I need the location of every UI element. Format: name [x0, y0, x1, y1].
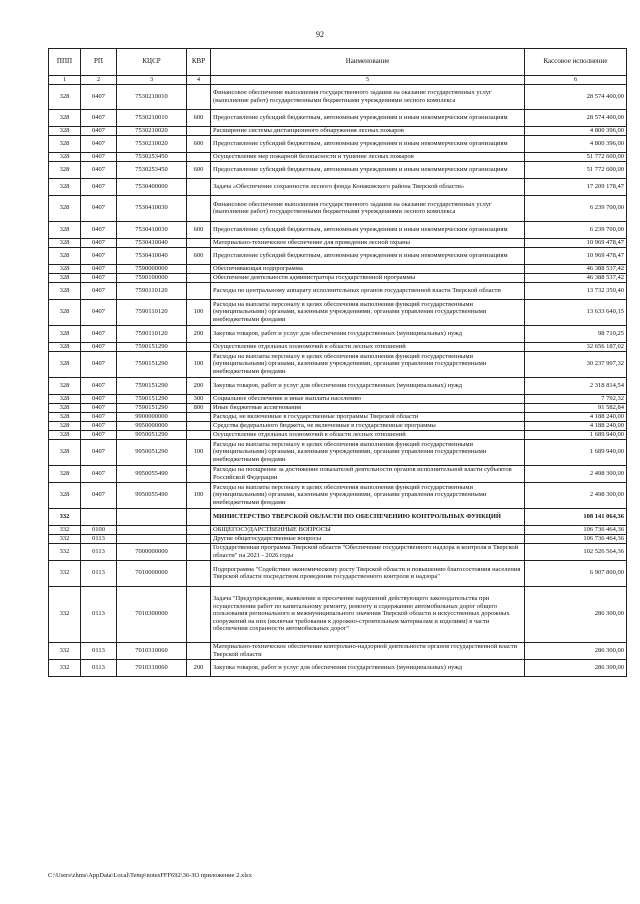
cell-rp: 0407 [81, 195, 117, 221]
header-row [49, 49, 627, 76]
cell-kcsr: 7590110120 [117, 299, 187, 325]
cell-amount: 17 209 178,47 [525, 178, 627, 195]
cell-amount: 28 574 400,00 [525, 84, 627, 109]
cell-kcsr: 7530410040 [117, 238, 187, 247]
header-name: Наименование [211, 49, 525, 76]
cell-name: Расширение системы дистанционного обнаружения лесных пожаров [211, 126, 525, 135]
cell-ppp: 328 [49, 84, 81, 109]
cell-name: МИНИСТЕРСТВО ТВЕРСКОЙ ОБЛАСТИ ПО ОБЕСПЕЧЕНИЮ КОНТРОЛЬНЫХ ФУНКЦИЙ [211, 508, 525, 525]
table-row [49, 342, 627, 351]
cell-name: Расходы на выплаты персоналу в целях обеспечения выполнения функций государственными (муниципальными) органами, казенными учреждениями, органами управления государственными внебюджетными фондами [211, 299, 525, 325]
cell-rp: 0407 [81, 135, 117, 152]
cell-kcsr: 7590000000 [117, 264, 187, 273]
cell-kcsr: 7530210020 [117, 135, 187, 152]
cell-amount: 51 772 600,00 [525, 161, 627, 178]
cell-amount: 10 969 478,47 [525, 238, 627, 247]
table-row [49, 642, 627, 659]
cell-amount: 2 498 300,00 [525, 482, 627, 508]
cell-rp: 0407 [81, 178, 117, 195]
cell-rp: 0407 [81, 126, 117, 135]
cell-kcsr: 9950000000 [117, 421, 187, 430]
table-row [49, 430, 627, 439]
cell-rp: 0407 [81, 84, 117, 109]
cell-amount: 4 188 240,00 [525, 412, 627, 421]
cell-amount: 106 736 464,36 [525, 534, 627, 543]
page-number: 92 [316, 30, 324, 39]
cell-name: Обеспечивающая подпрограмма [211, 264, 525, 273]
cell-kvr: 200 [187, 377, 211, 394]
table-row [49, 126, 627, 135]
cell-kcsr: 7010310060 [117, 642, 187, 659]
cell-name: Предоставление субсидий бюджетным, автономным учреждениям и иным некоммерческим организациям [211, 109, 525, 126]
cell-kcsr: 9950051290 [117, 430, 187, 439]
cell-kvr [187, 342, 211, 351]
cell-ppp: 332 [49, 525, 81, 534]
cell-amount: 286 300,00 [525, 659, 627, 676]
cell-kvr: 600 [187, 109, 211, 126]
cell-ppp: 328 [49, 482, 81, 508]
column-number: 3 [117, 76, 187, 85]
cell-name: Расходы по центральному аппарату исполнительных органов государственной власти Тверской области [211, 282, 525, 299]
cell-amount: 13 633 640,15 [525, 299, 627, 325]
cell-kcsr [117, 534, 187, 543]
cell-rp: 0407 [81, 351, 117, 377]
cell-kvr [187, 543, 211, 560]
cell-rp: 0407 [81, 273, 117, 282]
cell-kvr: 200 [187, 659, 211, 676]
cell-ppp: 332 [49, 508, 81, 525]
table-row [49, 238, 627, 247]
table-row [49, 247, 627, 264]
cell-name: Закупка товаров, работ и услуг для обеспечения государственных (муниципальных) нужд [211, 377, 525, 394]
cell-rp: 0407 [81, 109, 117, 126]
cell-kcsr: 7530210020 [117, 126, 187, 135]
cell-amount: 2 318 814,54 [525, 377, 627, 394]
cell-amount: 13 732 350,40 [525, 282, 627, 299]
table-row [49, 273, 627, 282]
cell-amount: 106 736 464,36 [525, 525, 627, 534]
column-number: 6 [525, 76, 627, 85]
cell-rp: 0407 [81, 264, 117, 273]
cell-amount: 6 239 700,00 [525, 221, 627, 238]
cell-kvr: 100 [187, 482, 211, 508]
cell-kcsr [117, 508, 187, 525]
cell-kcsr: 7590151290 [117, 377, 187, 394]
cell-amount: 7 792,32 [525, 394, 627, 403]
table-row [49, 508, 627, 525]
cell-kcsr: 7530210010 [117, 84, 187, 109]
cell-name: Задача "Предупреждение, выявление и пресечение нарушений действующего законодательства при осуществлении работ по капитальному ремонту, ремонту и содержанию автомобильных дорог общего пользования регионального и межмуниципального значения Тверской области и искусственных дорожных сооружений на них (включая требования к дорожно-строительным материалам и изделиям) в части обеспечения сохранности автомобильных дорог" [211, 586, 525, 642]
cell-amount: 98 710,25 [525, 325, 627, 342]
cell-kvr [187, 525, 211, 534]
cell-kcsr: 7590151290 [117, 351, 187, 377]
cell-kvr [187, 195, 211, 221]
table-row [49, 525, 627, 534]
cell-rp: 0407 [81, 282, 117, 299]
table-row [49, 534, 627, 543]
cell-ppp: 328 [49, 247, 81, 264]
cell-kvr: 200 [187, 325, 211, 342]
table-row [49, 221, 627, 238]
cell-ppp: 328 [49, 421, 81, 430]
cell-rp: 0407 [81, 238, 117, 247]
cell-kvr [187, 178, 211, 195]
table-row [49, 152, 627, 161]
cell-ppp: 328 [49, 126, 81, 135]
table-row [49, 403, 627, 412]
table-row [49, 659, 627, 676]
cell-kcsr: 7530410030 [117, 195, 187, 221]
table-row [49, 264, 627, 273]
cell-rp: 0407 [81, 221, 117, 238]
cell-kvr: 800 [187, 403, 211, 412]
cell-rp: 0407 [81, 247, 117, 264]
table-row [49, 439, 627, 465]
table-row [49, 325, 627, 342]
cell-rp: 0407 [81, 412, 117, 421]
cell-kvr [187, 534, 211, 543]
cell-kcsr: 7010310060 [117, 659, 187, 676]
cell-name: Предоставление субсидий бюджетным, автономным учреждениям и иным некоммерческим организациям [211, 247, 525, 264]
cell-kvr [187, 642, 211, 659]
cell-name: Материально-техническое обеспечение для проведения лесной охраны [211, 238, 525, 247]
cell-amount: 51 772 600,00 [525, 152, 627, 161]
cell-kvr: 100 [187, 439, 211, 465]
cell-rp: 0407 [81, 299, 117, 325]
cell-amount: 4 800 396,00 [525, 135, 627, 152]
cell-ppp: 328 [49, 439, 81, 465]
cell-kcsr: 7530410040 [117, 247, 187, 264]
cell-kcsr: 7010000000 [117, 560, 187, 586]
cell-ppp: 332 [49, 659, 81, 676]
cell-kvr [187, 560, 211, 586]
cell-kcsr: 7530400000 [117, 178, 187, 195]
table-row [49, 299, 627, 325]
cell-name: Расходы на выплаты персоналу в целях обеспечения выполнения функций государственными (муниципальными) органами, казенными учреждениями, органами управления государственными внебюджетными фондами [211, 351, 525, 377]
cell-ppp: 328 [49, 282, 81, 299]
cell-name: Задача «Обеспечение сохранности лесного фонда Конаковского района Тверской области» [211, 178, 525, 195]
cell-name: ОБЩЕГОСУДАРСТВЕННЫЕ ВОПРОСЫ [211, 525, 525, 534]
cell-rp: 0407 [81, 394, 117, 403]
cell-kvr [187, 84, 211, 109]
cell-name: Иные бюджетные ассигнования [211, 403, 525, 412]
cell-rp: 0407 [81, 482, 117, 508]
cell-kcsr: 7010300000 [117, 586, 187, 642]
cell-amount: 4 188 240,00 [525, 421, 627, 430]
cell-name: Предоставление субсидий бюджетным, автономным учреждениям и иным некоммерческим организациям [211, 161, 525, 178]
cell-ppp: 328 [49, 109, 81, 126]
cell-rp: 0407 [81, 161, 117, 178]
cell-amount: 1 689 940,00 [525, 439, 627, 465]
budget-table [48, 48, 627, 677]
cell-ppp: 328 [49, 403, 81, 412]
cell-kcsr: 9950055490 [117, 465, 187, 482]
cell-kvr [187, 465, 211, 482]
column-number: 4 [187, 76, 211, 85]
cell-ppp: 328 [49, 325, 81, 342]
cell-name: Средства федерального бюджета, не включенные в государственные программы [211, 421, 525, 430]
cell-rp: 0113 [81, 560, 117, 586]
cell-rp: 0407 [81, 465, 117, 482]
cell-name: Финансовое обеспечение выполнения государственного задания на оказание государственных услуг (выполнение работ) государственными бюджетными учреждениями лесного комплекса [211, 195, 525, 221]
table-row [49, 135, 627, 152]
cell-kvr: 100 [187, 351, 211, 377]
cell-amount: 4 800 396,00 [525, 126, 627, 135]
table-row [49, 161, 627, 178]
cell-rp: 0113 [81, 543, 117, 560]
cell-rp: 0407 [81, 421, 117, 430]
cell-amount: 91 582,84 [525, 403, 627, 412]
cell-rp: 0407 [81, 325, 117, 342]
cell-name: Закупка товаров, работ и услуг для обеспечения государственных (муниципальных) нужд [211, 325, 525, 342]
cell-name: Предоставление субсидий бюджетным, автономным учреждениям и иным некоммерческим организациям [211, 221, 525, 238]
cell-ppp: 328 [49, 161, 81, 178]
cell-rp: 0100 [81, 525, 117, 534]
cell-kcsr: 7590110120 [117, 282, 187, 299]
table-row [49, 421, 627, 430]
cell-amount: 6 239 700,00 [525, 195, 627, 221]
cell-ppp: 328 [49, 178, 81, 195]
cell-kcsr: 7590151290 [117, 403, 187, 412]
cell-kvr [187, 238, 211, 247]
cell-kvr [187, 430, 211, 439]
cell-rp: 0113 [81, 586, 117, 642]
cell-ppp: 328 [49, 465, 81, 482]
table-row [49, 412, 627, 421]
cell-name: Осуществление отдельных полномочий в области лесных отношений [211, 430, 525, 439]
header-ppp: ППП [49, 49, 81, 76]
header-kvr: КВР [187, 49, 211, 76]
cell-ppp: 328 [49, 394, 81, 403]
cell-rp [81, 508, 117, 525]
column-number: 1 [49, 76, 81, 85]
cell-ppp: 328 [49, 342, 81, 351]
cell-kvr [187, 508, 211, 525]
cell-amount: 108 141 064,36 [525, 508, 627, 525]
cell-name: Расходы на выплаты персоналу в целях обеспечения выполнения функций государственными (муниципальными) органами, казенными учреждениями, органами управления государственными внебюджетными фондами [211, 482, 525, 508]
cell-ppp: 328 [49, 264, 81, 273]
cell-kvr [187, 152, 211, 161]
column-number: 5 [211, 76, 525, 85]
cell-ppp: 328 [49, 221, 81, 238]
cell-kvr [187, 126, 211, 135]
cell-kcsr: 7590151290 [117, 394, 187, 403]
cell-rp: 0113 [81, 534, 117, 543]
table-row [49, 586, 627, 642]
cell-rp: 0407 [81, 377, 117, 394]
cell-kvr: 100 [187, 299, 211, 325]
cell-kvr [187, 586, 211, 642]
cell-kcsr: 7590110120 [117, 325, 187, 342]
cell-rp: 0407 [81, 342, 117, 351]
cell-name: Другие общегосударственные вопросы [211, 534, 525, 543]
cell-rp: 0407 [81, 152, 117, 161]
cell-ppp: 328 [49, 195, 81, 221]
table-row [49, 560, 627, 586]
table-row [49, 178, 627, 195]
column-number-row [49, 76, 627, 85]
cell-kcsr: 9950055490 [117, 482, 187, 508]
cell-ppp: 332 [49, 543, 81, 560]
cell-name: Материально-техническое обеспечение контрольно-надзорной деятельности органов государственной власти Тверской области [211, 642, 525, 659]
cell-ppp: 328 [49, 152, 81, 161]
file-path-footer: C:\Users\zhms\AppData\Local\Temp\notesFFF692\36-ЗО приложение 2.xlsx [48, 872, 252, 879]
cell-amount: 6 907 800,00 [525, 560, 627, 586]
cell-ppp: 332 [49, 560, 81, 586]
header-kcsr: КЦСР [117, 49, 187, 76]
cell-kcsr: 7530410030 [117, 221, 187, 238]
table-row [49, 482, 627, 508]
cell-kvr [187, 412, 211, 421]
cell-kcsr [117, 525, 187, 534]
cell-name: Закупка товаров, работ и услуг для обеспечения государственных (муниципальных) нужд [211, 659, 525, 676]
cell-amount: 28 574 400,00 [525, 109, 627, 126]
cell-name: Расходы, не включенные в государственные программы Тверской области [211, 412, 525, 421]
cell-kcsr: 9900000000 [117, 412, 187, 421]
cell-amount: 286 300,00 [525, 586, 627, 642]
cell-name: Предоставление субсидий бюджетным, автономным учреждениям и иным некоммерческим организациям [211, 135, 525, 152]
cell-name: Осуществление отдельных полномочий в области лесных отношений [211, 342, 525, 351]
table-row [49, 377, 627, 394]
cell-amount: 102 526 564,36 [525, 543, 627, 560]
table-row [49, 195, 627, 221]
cell-amount: 46 388 537,42 [525, 273, 627, 282]
cell-name: Расходы на поощрение за достижение показателей деятельности органов исполнительной власти субъектов Российской Федерации [211, 465, 525, 482]
cell-ppp: 332 [49, 534, 81, 543]
cell-name: Финансовое обеспечение выполнения государственного задания на оказание государственных услуг (выполнение работ) государственными бюджетными учреждениями лесного комплекса [211, 84, 525, 109]
cell-kcsr: 7000000000 [117, 543, 187, 560]
cell-kvr [187, 421, 211, 430]
table-row [49, 109, 627, 126]
table-row [49, 282, 627, 299]
cell-rp: 0407 [81, 403, 117, 412]
cell-kvr [187, 264, 211, 273]
cell-rp: 0113 [81, 642, 117, 659]
cell-kvr: 300 [187, 394, 211, 403]
cell-ppp: 328 [49, 351, 81, 377]
cell-kcsr: 7530253450 [117, 161, 187, 178]
table-row [49, 543, 627, 560]
cell-name: Подпрограмма "Содействие экономическому росту Тверской области и повышению благосостояния населения Тверской области посредством проведения государственного контроля и надзора" [211, 560, 525, 586]
cell-rp: 0407 [81, 439, 117, 465]
cell-amount: 46 388 537,42 [525, 264, 627, 273]
table-row [49, 84, 627, 109]
cell-ppp: 332 [49, 642, 81, 659]
cell-kcsr: 7530210010 [117, 109, 187, 126]
cell-name: Государственная программа Тверской области "Обеспечение государственного надзора и контроля в Тверской области" на 2021 - 2026 годы [211, 543, 525, 560]
header-rp: РП [81, 49, 117, 76]
cell-amount: 10 969 478,47 [525, 247, 627, 264]
table-row [49, 465, 627, 482]
cell-name: Осуществление мер пожарной безопасности и тушение лесных пожаров [211, 152, 525, 161]
cell-ppp: 332 [49, 586, 81, 642]
cell-rp: 0407 [81, 430, 117, 439]
cell-kcsr: 9950051290 [117, 439, 187, 465]
cell-rp: 0113 [81, 659, 117, 676]
cell-ppp: 328 [49, 299, 81, 325]
cell-ppp: 328 [49, 273, 81, 282]
cell-ppp: 328 [49, 430, 81, 439]
cell-amount: 32 656 187,02 [525, 342, 627, 351]
table-row [49, 351, 627, 377]
cell-amount: 286 300,00 [525, 642, 627, 659]
table-row [49, 394, 627, 403]
cell-kvr [187, 273, 211, 282]
column-number: 2 [81, 76, 117, 85]
cell-amount: 2 498 300,00 [525, 465, 627, 482]
cell-kcsr: 7530253450 [117, 152, 187, 161]
cell-kvr: 600 [187, 247, 211, 264]
cell-ppp: 328 [49, 238, 81, 247]
cell-ppp: 328 [49, 135, 81, 152]
cell-name: Расходы на выплаты персоналу в целях обеспечения выполнения функций государственными (муниципальными) органами, казенными учреждениями, органами управления государственными внебюджетными фондами [211, 439, 525, 465]
cell-amount: 30 237 997,32 [525, 351, 627, 377]
cell-kvr [187, 282, 211, 299]
cell-kvr: 600 [187, 161, 211, 178]
cell-ppp: 328 [49, 412, 81, 421]
cell-kvr: 600 [187, 135, 211, 152]
cell-name: Социальное обеспечение и иные выплаты населению [211, 394, 525, 403]
cell-kvr: 600 [187, 221, 211, 238]
cell-amount: 1 689 940,00 [525, 430, 627, 439]
cell-kcsr: 7590151290 [117, 342, 187, 351]
header-amount: Кассовое исполнение [525, 49, 627, 76]
cell-ppp: 328 [49, 377, 81, 394]
cell-name: Обеспечение деятельности администратора государственной программы [211, 273, 525, 282]
cell-kcsr: 7590100000 [117, 273, 187, 282]
